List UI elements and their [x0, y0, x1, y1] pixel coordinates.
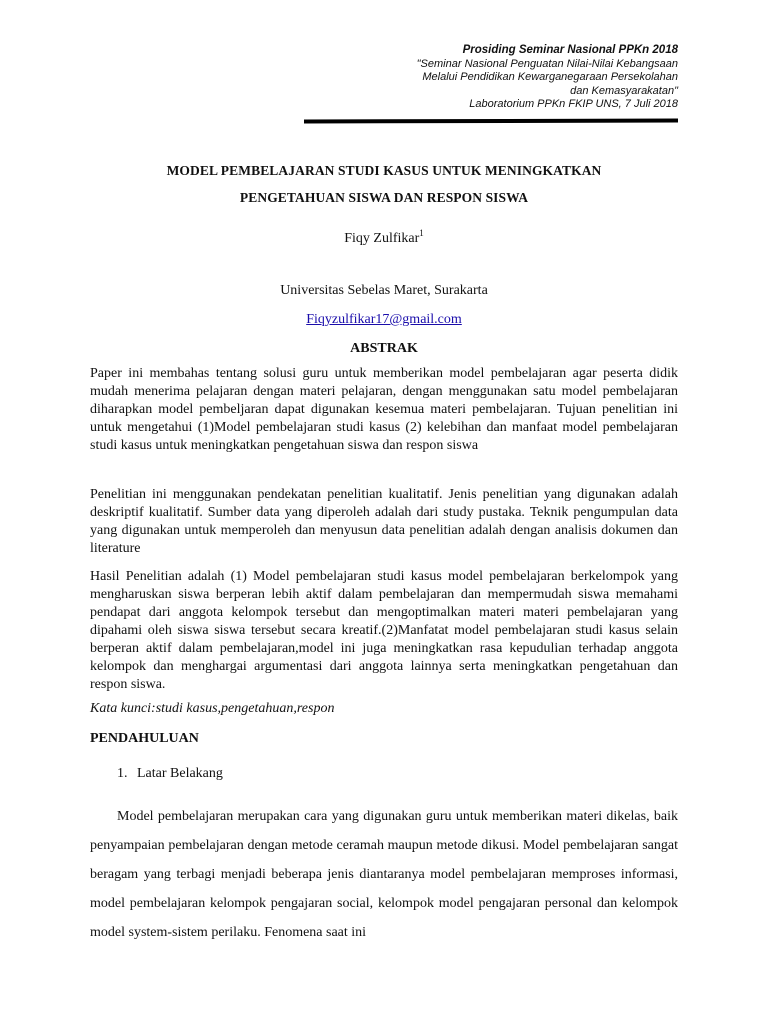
section-heading-introduction: PENDAHULUAN: [90, 731, 199, 746]
proceedings-title: Prosiding Seminar Nasional PPKn 2018: [462, 44, 678, 56]
seminar-venue-date: Laboratorium PPKn FKIP UNS, 7 Juli 2018: [469, 98, 678, 110]
seminar-name-line1: "Seminar Nasional Penguatan Nilai-Nilai Kebangsaan: [416, 57, 678, 70]
paper-title-line2: PENGETAHUAN SISWA DAN RESPON SISWA: [239, 190, 529, 205]
intro-body-paragraph: Model pembelajaran merupakan cara yang digunakan guru untuk memberikan materi dikelas, baik penyampaian pembelajaran dengan metode ceramah maupun metode dikusi. Model pembelajaran sangat beragam yang terbagi menjadi beberapa jenis diantaranya model pembelajaran memproses informasi, model pembelajaran kelompok pengajaran social, kelompok model pengajaran personal dan kelompok model system-sistem perilaku. Fenomena saat ini: [90, 809, 678, 940]
subsection-title: Latar Belakang: [137, 766, 223, 781]
seminar-name-line2: Melalui Pendidikan Kewarganegaraan Persekolahan: [422, 71, 678, 83]
abstract-paragraph-3: Hasil Penelitian adalah (1) Model pembelajaran studi kasus model pembelajaran berkelompok yang mengharuskan siswa berperan lebih aktif dalam pembelajaran dan mempermudah siswa memahami pendapat dari anggota kelompok tersebut dan mengoptimalkan materi materi pembelajaran yang dipahami oleh siswa siswa tersebut secara kreatif.(2)Manfatat model pembelajaran studi kasus selain berperan aktif dalam pembelajaran,model ini juga meningkatkan rasa kepudulian terhadap anggota kelompok dan menghargai argumentasi dari anggota lainnya serta meningkatkan pengetahuan dan respon siswa.: [90, 569, 678, 692]
affiliation: Universitas Sebelas Maret, Surakarta: [280, 283, 488, 298]
seminar-name-line3: dan Kemasyarakatan": [570, 84, 678, 97]
proceedings-header: [278, 44, 678, 112]
author-line: [90, 228, 678, 247]
subsection-number: 1.: [117, 766, 128, 781]
abstract-heading: ABSTRAK: [350, 341, 418, 356]
author-name: Fiqy Zulfikar: [344, 231, 420, 246]
author-footnote-marker: 1: [419, 228, 424, 238]
abstract-paragraph-2: Penelitian ini menggunakan pendekatan penelitian kualitatif. Jenis penelitian yang digunakan adalah deskriptif kualitatif. Sumber data yang diperoleh adalah dari study pustaka. Teknik pengumpulan data yang digunakan untuk memperoleh dan menyusun data penelitian adalah dengan analisis dokumen dan literature: [90, 487, 678, 556]
author-email-link[interactable]: Fiqyzulfikar17@gmail.com: [306, 312, 462, 327]
header-divider: [304, 119, 678, 124]
abstract-paragraph-1: Paper ini membahas tentang solusi guru untuk memberikan model pembelajaran agar peserta didik mudah menerima pelajaran dengan materi pelajaran, dengan menggunakan satu model pembelajaran diharapkan model pembeljaran dapat digunakan kesemua materi pembelajaran. Tujuan penelitian ini untuk mengetahui (1)Model pembelajaran studi kasus (2) kelebihan dan manfaat model pembelajaran studi kasus untuk meningkatkan pengetahuan siswa dan respon siswa: [90, 366, 678, 453]
subsection-item: [117, 766, 223, 782]
keywords: Kata kunci:studi kasus,pengetahuan,respon: [90, 701, 335, 716]
paper-title-line1: MODEL PEMBELAJARAN STUDI KASUS UNTUK MENINGKATKAN: [166, 163, 602, 178]
email-line: [90, 312, 678, 328]
